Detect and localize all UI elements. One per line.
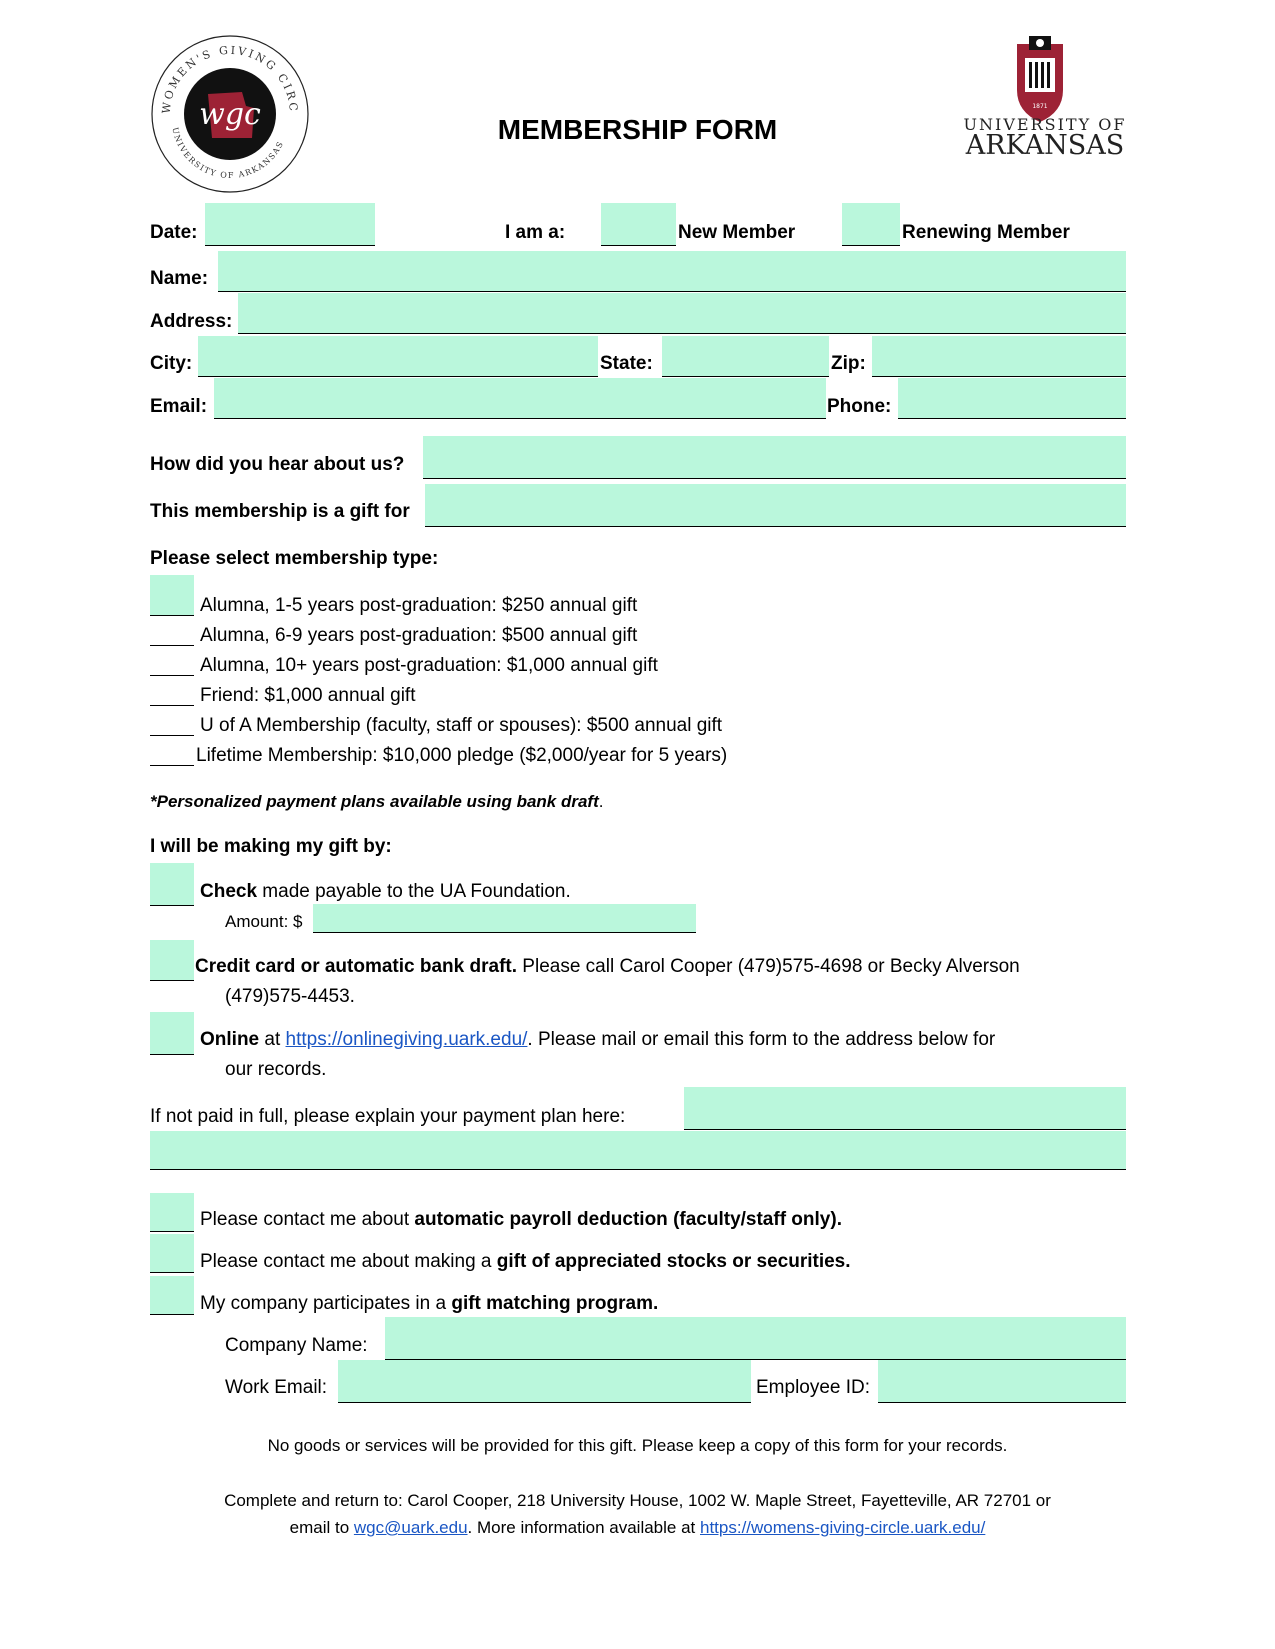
renewing-member-checkbox[interactable]: [842, 203, 900, 246]
wgc-ring-bottom: UNIVERSITY OF ARKANSAS: [170, 126, 286, 181]
state-field[interactable]: [662, 336, 829, 377]
zip-field[interactable]: [872, 336, 1126, 377]
state-label: State:: [600, 353, 653, 374]
membership-option-label: U of A Membership (faculty, staff or spouses): $500 annual gift: [200, 715, 723, 736]
payroll-checkbox[interactable]: [150, 1193, 194, 1232]
payment-plan-label: If not paid in full, please explain your payment plan here:: [150, 1106, 626, 1127]
return-address: Complete and return to: Carol Cooper, 218 University House, 1002 W. Maple Street, Fayetteville, AR 72701 or: [224, 1491, 1051, 1510]
credit-card-phone: (479)575-4453.: [225, 986, 355, 1007]
name-field[interactable]: [218, 251, 1126, 292]
ua-year: 1871: [1032, 103, 1048, 110]
online-option-cont: our records.: [225, 1059, 327, 1080]
membership-option-label: Alumna, 10+ years post-graduation: $1,000 annual gift: [200, 655, 658, 676]
online-checkbox[interactable]: [150, 1012, 194, 1055]
footer-email-link[interactable]: wgc@uark.edu: [353, 1518, 468, 1537]
payroll-option: Please contact me about automatic payroll deduction (faculty/staff only).: [200, 1209, 842, 1230]
employee-id-label: Employee ID:: [756, 1377, 871, 1398]
employee-id-field[interactable]: [878, 1360, 1126, 1403]
work-email-field[interactable]: [338, 1360, 751, 1403]
membership-checkbox[interactable]: [150, 735, 194, 736]
ua-line1: UNIVERSITY OF: [963, 115, 1127, 134]
stocks-option: Please contact me about making a gift of appreciated stocks or securities.: [200, 1251, 851, 1272]
payment-heading: I will be making my gift by:: [150, 836, 392, 857]
disclaimer: No goods or services will be provided for this gift. Please keep a copy of this form for your records.: [267, 1436, 1008, 1455]
phone-field[interactable]: [898, 378, 1126, 419]
credit-card-checkbox[interactable]: [150, 940, 194, 981]
wgc-ring-top: WOMEN'S GIVING CIRC: [159, 43, 301, 115]
renewing-member-label: Renewing Member: [902, 222, 1070, 243]
membership-option-label: Lifetime Membership: $10,000 pledge ($2,000/year for 5 years): [196, 745, 728, 766]
payment-plan-field-2[interactable]: [150, 1131, 1126, 1170]
payment-plan-note: *Personalized payment plans available using bank draft.: [150, 792, 604, 811]
credit-card-option: Credit card or automatic bank draft. Please call Carol Cooper (479)575-4698 or Becky Alverson: [195, 956, 1020, 977]
membership-heading: Please select membership type:: [150, 548, 439, 569]
city-field[interactable]: [198, 336, 598, 377]
membership-checkbox[interactable]: [150, 675, 194, 676]
company-name-field[interactable]: [385, 1317, 1126, 1360]
footer-website-link[interactable]: https://womens-giving-circle.uark.edu/: [700, 1518, 986, 1537]
membership-checkbox[interactable]: [150, 575, 194, 616]
city-label: City:: [150, 353, 193, 374]
hear-about-field[interactable]: [423, 436, 1126, 479]
company-name-label: Company Name:: [225, 1335, 368, 1356]
check-checkbox[interactable]: [150, 863, 194, 906]
online-option: Online at https://onlinegiving.uark.edu/. Please mail or email this form to the address below for: [200, 1029, 996, 1050]
check-option: Check made payable to the UA Foundation.: [200, 881, 571, 902]
gift-for-field[interactable]: [425, 484, 1126, 527]
amount-label: Amount: $: [225, 912, 303, 931]
payment-plan-field[interactable]: [684, 1087, 1126, 1130]
email-label: Email:: [150, 396, 208, 417]
ua-line2: ARKANSAS: [965, 130, 1125, 161]
gift-for-label: This membership is a gift for: [150, 501, 410, 522]
new-member-label: New Member: [678, 222, 796, 243]
membership-option-label: Alumna, 1-5 years post-graduation: $250 annual gift: [200, 595, 638, 616]
stocks-checkbox[interactable]: [150, 1234, 194, 1273]
hear-about-label: How did you hear about us?: [150, 454, 405, 475]
membership-checkbox[interactable]: [150, 705, 194, 706]
date-field[interactable]: [205, 203, 375, 246]
zip-label: Zip:: [831, 353, 866, 374]
email-field[interactable]: [214, 378, 826, 419]
membership-checkbox[interactable]: [150, 765, 194, 766]
address-field[interactable]: [238, 293, 1126, 334]
membership-checkbox[interactable]: [150, 645, 194, 646]
name-label: Name:: [150, 268, 209, 289]
address-label: Address:: [150, 311, 233, 332]
page-title: MEMBERSHIP FORM: [497, 114, 778, 145]
amount-field[interactable]: [313, 904, 696, 933]
i-am-a-label: I am a:: [505, 222, 566, 243]
wgc-monogram: wgc: [199, 97, 261, 132]
matching-checkbox[interactable]: [150, 1276, 194, 1315]
membership-option-label: Alumna, 6-9 years post-graduation: $500 annual gift: [200, 625, 638, 646]
new-member-checkbox[interactable]: [601, 203, 676, 246]
date-label: Date:: [150, 222, 198, 243]
matching-option: My company participates in a gift matching program.: [200, 1293, 659, 1314]
footer-contact: email to wgc@uark.edu. More information available at https://womens-giving-circle.uark.edu/: [289, 1518, 986, 1537]
phone-label: Phone:: [827, 396, 892, 417]
membership-option-label: Friend: $1,000 annual gift: [200, 685, 416, 706]
work-email-label: Work Email:: [225, 1377, 328, 1398]
ua-logo: [955, 32, 1135, 162]
online-giving-link[interactable]: https://onlinegiving.uark.edu/: [285, 1029, 528, 1050]
